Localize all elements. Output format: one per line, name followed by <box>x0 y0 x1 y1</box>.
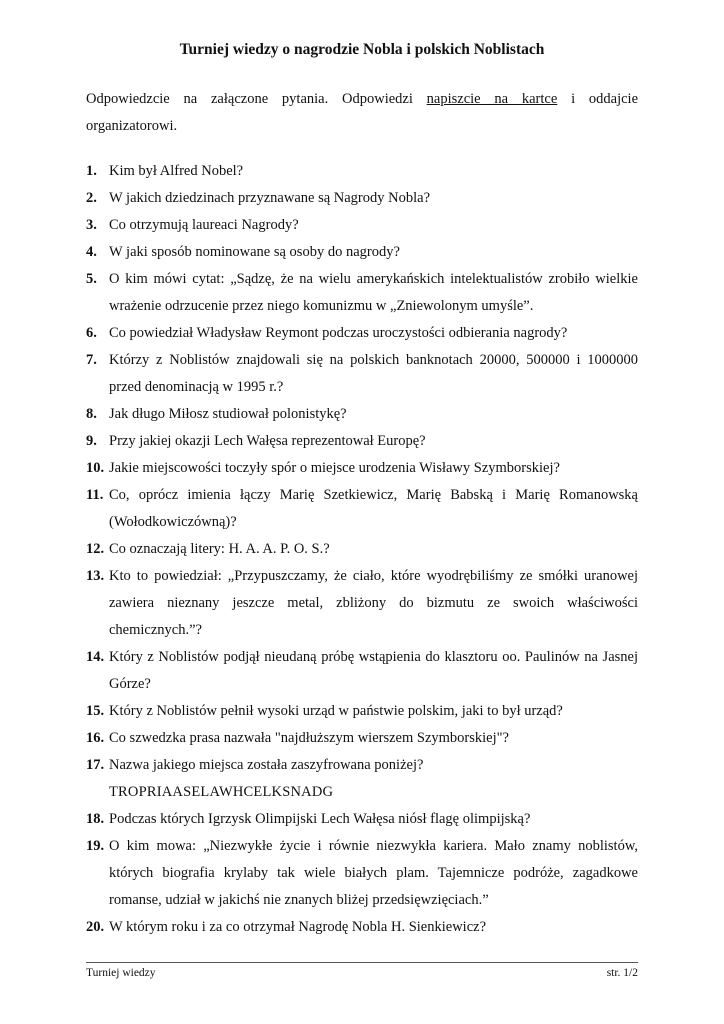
question-number: 3. <box>86 217 97 233</box>
question-number: 11. <box>86 487 104 503</box>
question-text: Który z Noblistów pełnił wysoki urząd w państwie polskim, jaki to był urząd? <box>109 703 563 719</box>
question-number: 10. <box>86 460 105 476</box>
question-number: 14. <box>86 649 105 665</box>
question-number: 9. <box>86 433 97 449</box>
question-number: 19. <box>86 838 105 854</box>
question-item <box>86 158 638 185</box>
intro-text-before: Odpowiedzcie na załączone pytania. Odpowiedzi <box>86 91 427 107</box>
question-text: W jaki sposób nominowane są osoby do nagrody? <box>109 244 400 260</box>
question-item <box>86 914 638 941</box>
question-item <box>86 725 638 752</box>
document-page <box>86 40 638 941</box>
question-item <box>86 266 638 320</box>
question-number: 20. <box>86 919 105 935</box>
question-text: W jakich dziedzinach przyznawane są Nagrody Nobla? <box>109 190 431 206</box>
question-text: Kim był Alfred Nobel? <box>109 163 244 179</box>
question-text: Jak długo Miłosz studiował polonistykę? <box>109 406 347 422</box>
question-number: 8. <box>86 406 97 422</box>
question-list <box>86 158 638 941</box>
question-item <box>86 428 638 455</box>
question-text: Co powiedział Władysław Reymont podczas uroczystości odbierania nagrody? <box>109 325 568 341</box>
question-item <box>86 320 638 347</box>
question-number: 7. <box>86 352 97 368</box>
question-text: Co szwedzka prasa nazwała "najdłuższym wierszem Szymborskiej"? <box>109 730 509 746</box>
question-text: Którzy z Noblistów znajdowali się na polskich banknotach 20000, 500000 i 1000000 przed denominacją w 1995 r.? <box>109 352 638 395</box>
question-number: 12. <box>86 541 105 557</box>
question-text: Co otrzymują laureaci Nagrody? <box>109 217 299 233</box>
question-number: 17. <box>86 757 105 773</box>
question-number: 4. <box>86 244 97 260</box>
intro-underlined-text: napiszcie na kartce <box>426 91 558 107</box>
question-text: O kim mowa: „Niezwykłe życie i równie niezwykła kariera. Mało znamy noblistów, których biografia krylaby tak wiele białych plam. Tajemnicze podróże, zagadkowe romanse, udział w jakichś nie znanych bliżej przedsięwzięciach.” <box>109 838 638 908</box>
question-text: Co, oprócz imienia łączy Marię Szetkiewicz, Marię Babską i Marię Romanowską (Wołodkowiczówną)? <box>109 487 638 530</box>
question-item <box>86 455 638 482</box>
question-item <box>86 401 638 428</box>
question-text: Nazwa jakiego miejsca została zaszyfrowana poniżej? <box>109 757 424 773</box>
question-item <box>86 212 638 239</box>
question-number: 18. <box>86 811 105 827</box>
question-number: 5. <box>86 271 97 287</box>
footer-divider <box>86 962 638 963</box>
question-text: W którym roku i za co otrzymał Nagrodę Nobla H. Sienkiewicz? <box>109 919 487 935</box>
question-text: O kim mówi cytat: „Sądzę, że na wielu amerykańskich intelektualistów zrobiło wielkie wrażenie odrzucenie przez niego komunizmu w „Zniewolonym umyśle”. <box>109 271 638 314</box>
footer-title: Turniej wiedzy <box>86 967 156 979</box>
document-title: Turniej wiedzy o nagrodzie Nobla i polskich Noblistach <box>179 41 545 58</box>
question-number: 2. <box>86 190 97 206</box>
question-item <box>86 482 638 536</box>
question-number: 1. <box>86 163 97 179</box>
question-item <box>86 644 638 698</box>
question-text: Co oznaczają litery: H. A. A. P. O. S.? <box>109 541 330 557</box>
question-item <box>86 563 638 644</box>
question-text: Jakie miejscowości toczyły spór o miejsce urodzenia Wisławy Szymborskiej? <box>109 460 560 476</box>
question-number: 16. <box>86 730 105 746</box>
question-item <box>86 347 638 401</box>
page-number: str. 1/2 <box>606 967 638 979</box>
question-number: 13. <box>86 568 105 584</box>
question-item <box>86 239 638 266</box>
question-text: Podczas których Igrzysk Olimpijski Lech Wałęsa niósł flagę olimpijską? <box>109 811 531 827</box>
intro-text-after: i oddajcie organizatorowi. <box>86 91 639 134</box>
question-number: 15. <box>86 703 105 719</box>
question-number: 6. <box>86 325 97 341</box>
page-footer <box>86 966 638 980</box>
cipher-text: TROPRIAASELAWHCELKSNADG <box>109 784 334 800</box>
question-item <box>86 536 638 563</box>
question-item <box>86 833 638 914</box>
question-item <box>86 806 638 833</box>
question-item <box>86 185 638 212</box>
question-text: Który z Noblistów podjął nieudaną próbę wstąpienia do klasztoru oo. Paulinów na Jasnej Górze? <box>109 649 638 692</box>
question-item <box>86 752 638 806</box>
question-item <box>86 698 638 725</box>
question-text: Kto to powiedział: „Przypuszczamy, że ciało, które wyodrębiliśmy ze smółki uranowej zawiera nieznany jeszcze metal, zbliżony do bizmutu ze swoich właściwości chemicznych.”? <box>109 568 638 638</box>
intro-paragraph <box>86 86 638 140</box>
question-text: Przy jakiej okazji Lech Wałęsa reprezentował Europę? <box>109 433 426 449</box>
